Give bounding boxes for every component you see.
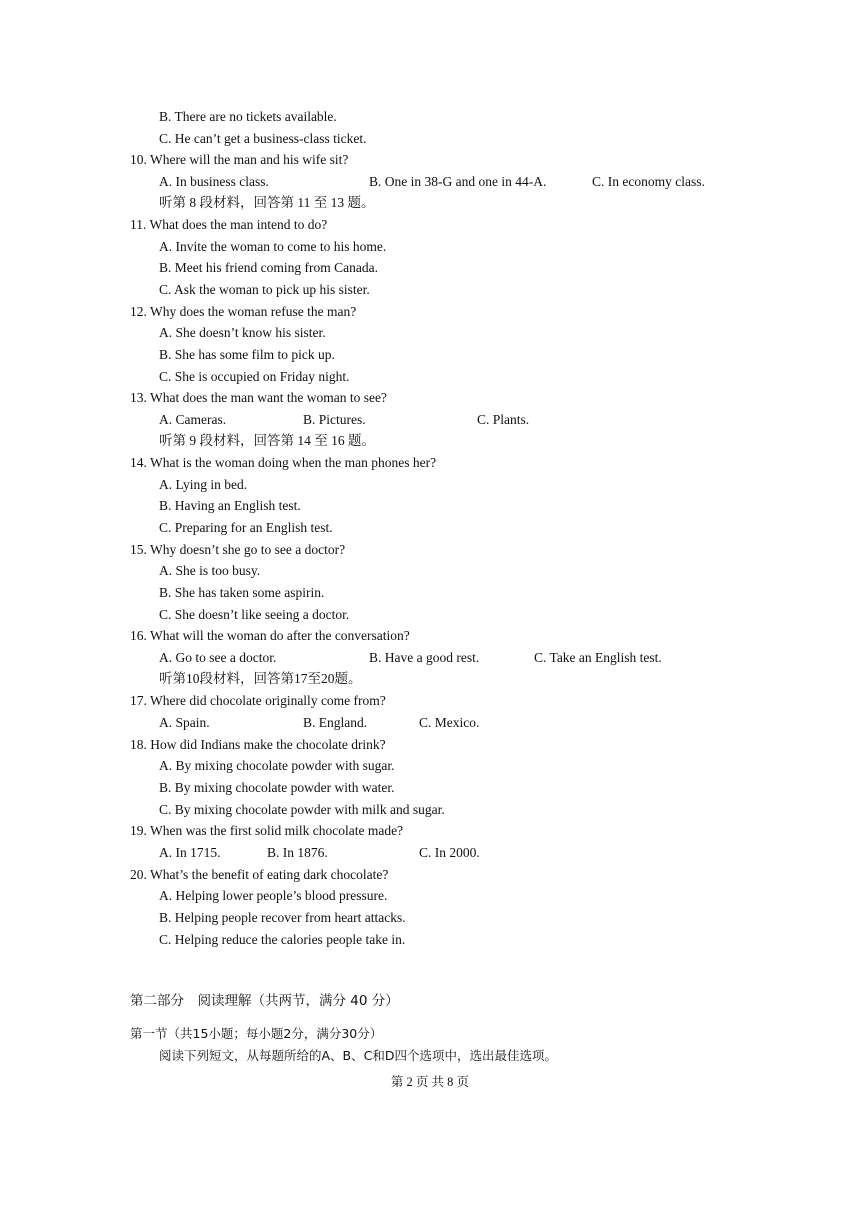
- option-text: C. He can’t get a business-class ticket.: [159, 131, 367, 146]
- option-text: C. Plants.: [477, 412, 530, 427]
- option-text: C. Helping reduce the calories people take in.: [159, 932, 406, 947]
- question-text: 12. Why does the woman refuse the man?: [130, 304, 357, 319]
- option-text: B. England.: [303, 715, 368, 730]
- option-text: C. She doesn’t like seeing a doctor.: [159, 607, 350, 622]
- option-text: B. Have a good rest.: [369, 650, 480, 665]
- option-text: B. By mixing chocolate powder with water.: [159, 780, 395, 795]
- option-text: B. Helping people recover from heart attacks.: [159, 910, 406, 925]
- option-text: A. Go to see a doctor.: [159, 650, 277, 665]
- question-text: 11. What does the man intend to do?: [130, 217, 328, 232]
- option-text: C. In economy class.: [592, 174, 705, 189]
- option-text: C. Take an English test.: [534, 650, 662, 665]
- material-instruction: 听第 9 段材料，回答第 14 至 16 题。: [159, 433, 375, 448]
- option-text: A. Invite the woman to come to his home.: [159, 239, 387, 254]
- option-text: B. In 1876.: [267, 845, 328, 860]
- option-text: C. Ask the woman to pick up his sister.: [159, 282, 370, 297]
- option-text: A. Lying in bed.: [159, 477, 248, 492]
- option-text: B. There are no tickets available.: [159, 109, 337, 124]
- question-text: 15. Why doesn’t she go to see a doctor?: [130, 542, 346, 557]
- question-text: 13. What does the man want the woman to see?: [130, 390, 387, 405]
- option-text: A. Spain.: [159, 715, 210, 730]
- material-instruction: 听第10段材料，回答第17至20题。: [159, 671, 362, 686]
- question-text: 14. What is the woman doing when the man phones her?: [130, 455, 437, 470]
- option-text: A. Cameras.: [159, 412, 227, 427]
- reading-instruction: 阅读下列短文，从每题所给的A、B、C和D四个选项中，选出最佳选项。: [159, 1048, 557, 1063]
- option-text: C. She is occupied on Friday night.: [159, 369, 350, 384]
- option-text: C. Mexico.: [419, 715, 480, 730]
- page-footer: 第 2 页 共 8 页: [390, 1075, 470, 1089]
- option-text: A. In business class.: [159, 174, 269, 189]
- option-text: A. She doesn’t know his sister.: [159, 325, 326, 340]
- option-text: C. In 2000.: [419, 845, 480, 860]
- question-text: 18. How did Indians make the chocolate drink?: [130, 737, 386, 752]
- option-text: B. She has some film to pick up.: [159, 347, 335, 362]
- material-instruction: 听第 8 段材料，回答第 11 至 13 题。: [159, 195, 375, 210]
- question-text: 20. What’s the benefit of eating dark chocolate?: [130, 867, 389, 882]
- option-text: A. In 1715.: [159, 845, 221, 860]
- option-text: B. One in 38-G and one in 44-A.: [369, 174, 547, 189]
- option-text: A. By mixing chocolate powder with sugar.: [159, 758, 395, 773]
- option-text: B. She has taken some aspirin.: [159, 585, 325, 600]
- question-text: 17. Where did chocolate originally come from?: [130, 693, 386, 708]
- option-text: A. Helping lower people’s blood pressure.: [159, 888, 388, 903]
- option-text: B. Meet his friend coming from Canada.: [159, 260, 378, 275]
- option-text: B. Pictures.: [303, 412, 366, 427]
- question-text: 19. When was the first solid milk chocolate made?: [130, 823, 404, 838]
- section-heading: 第二部分 阅读理解（共两节，满分 40 分）: [130, 993, 399, 1009]
- subsection-heading: 第一节（共15小题；每小题2分，满分30分）: [130, 1026, 383, 1041]
- option-text: A. She is too busy.: [159, 563, 261, 578]
- question-text: 10. Where will the man and his wife sit?: [130, 152, 349, 167]
- question-text: 16. What will the woman do after the conversation?: [130, 628, 410, 643]
- option-text: C. By mixing chocolate powder with milk and sugar.: [159, 802, 445, 817]
- option-text: B. Having an English test.: [159, 498, 301, 513]
- option-text: C. Preparing for an English test.: [159, 520, 333, 535]
